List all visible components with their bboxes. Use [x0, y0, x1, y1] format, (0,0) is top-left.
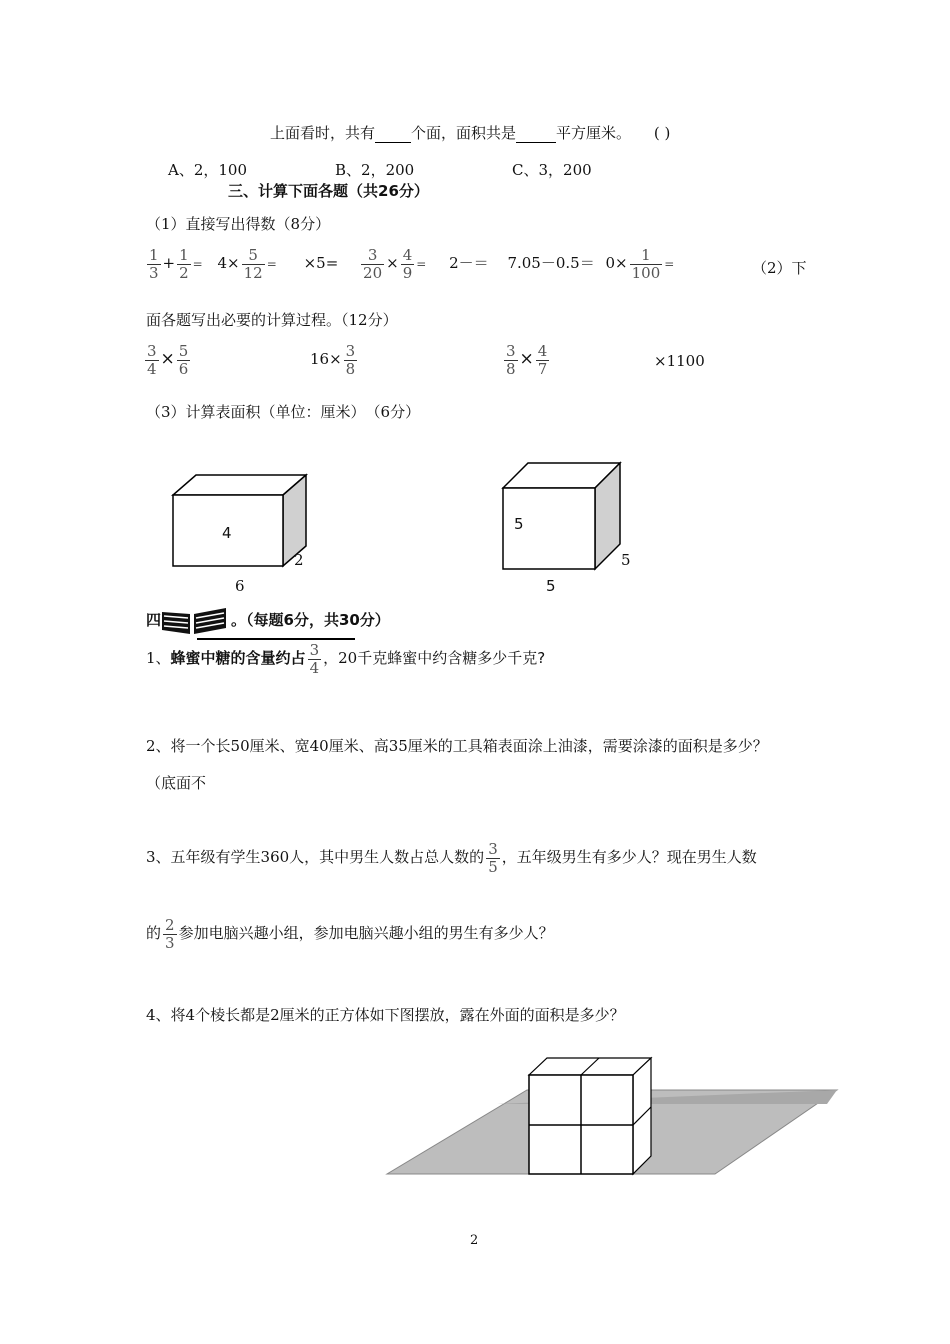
question-2-note: （底面不 [146, 774, 207, 792]
section4-title-end: 。（每题6分，共30分） [231, 611, 390, 629]
question-1: 1、蜂蜜中糖的含量约占 $\frac{3}{4}$ ，20千克蜂蜜中约含糖多少千克? [146, 641, 546, 677]
question-tail-line: 上面看时，共有 个面，面积共是 平方厘米。 ( ) [270, 124, 671, 142]
calc-item-1: $\frac{3}{4}$ × $\frac{5}{6}$ [147, 342, 189, 378]
item-7: 0× $\frac{1}{100}$ = [605, 246, 675, 282]
item-6: 7.05－0.5＝ [507, 254, 595, 272]
option-c: C、3，200 [512, 161, 592, 179]
cuboid-figure [168, 472, 328, 582]
calc-item-4: ×1100 [654, 352, 705, 370]
cube-height-label: 5 [514, 515, 524, 533]
part2-heading-start: （2）下 [752, 259, 807, 277]
item-5: 2－＝ [449, 254, 489, 272]
cuboid-depth-label: 2 [294, 551, 304, 569]
section3-title: 三、计算下面各题（共26分） [228, 182, 429, 200]
question-4: 4、将4个棱长都是2厘米的正方体如下图摆放，露在外面的面积是多少？ [146, 1006, 625, 1024]
part3-heading: （3）计算表面积（单位：厘米） （6分） [146, 403, 421, 421]
question-2: 2、将一个长50厘米、宽40厘米、高35厘米的工具箱表面涂上油漆，需要涂漆的面积是多少？ [146, 737, 768, 755]
book-icon [160, 604, 230, 636]
part2-heading: 面各题写出必要的计算过程。（12分） [146, 311, 398, 329]
mental-math-row [145, 247, 674, 281]
page-number: 2 [470, 1233, 479, 1248]
cube-length-label: 5 [546, 577, 556, 595]
item-3: ×5= [303, 254, 339, 272]
option-b: B、2，200 [335, 161, 415, 179]
question-3-cont: 的 $\frac{2}{3}$ 参加电脑兴趣小组，参加电脑兴趣小组的男生有多少人？ [146, 916, 554, 952]
item-1: $\frac{1}{3}$ + $\frac{1}{2}$ = [149, 246, 203, 282]
answer-blank [375, 124, 411, 143]
item-2: 4× $\frac{5}{12}$ = [217, 246, 277, 282]
option-a: A、2，100 [168, 161, 248, 179]
stacked-cubes-figure [385, 1052, 845, 1182]
cuboid-length-label: 6 [235, 577, 245, 595]
cube-depth-label: 5 [621, 551, 631, 569]
section4-underline [197, 638, 355, 640]
item-4: $\frac{3}{20}$ × $\frac{4}{9}$ = [363, 246, 427, 282]
question-3: 3、五年级有学生360人，其中男生人数占总人数的 $\frac{3}{5}$ ，五年级男生有多少人？现在男生人数 [146, 840, 757, 876]
answer-blank [516, 124, 556, 143]
calc-item-2: 16× $\frac{3}{8}$ [310, 342, 356, 378]
calc-item-3: $\frac{3}{8}$ × $\frac{4}{7}$ [506, 342, 548, 378]
cuboid-height-label: 4 [222, 524, 232, 542]
part1-heading: （1）直接写出得数（8分） [146, 215, 331, 233]
section4-title-start: 四 [146, 611, 162, 629]
